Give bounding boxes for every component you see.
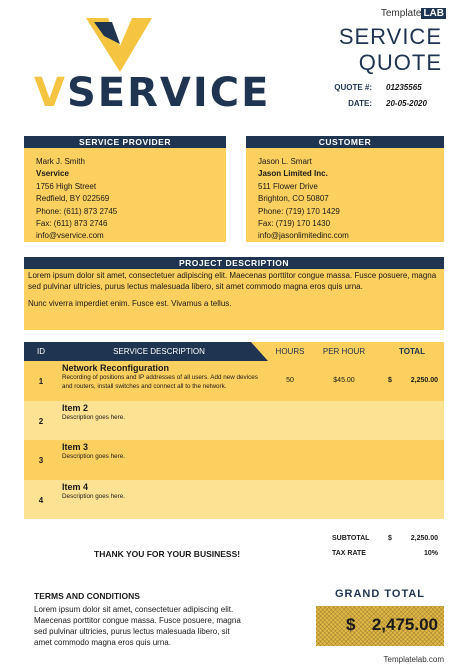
logo-rest: SERVICE bbox=[66, 70, 271, 116]
provider-email[interactable]: info@vservice.com bbox=[36, 231, 104, 241]
customer-phone: Phone: (719) 170 1429 bbox=[258, 206, 340, 216]
table-header bbox=[24, 342, 444, 361]
row-hours: 50 bbox=[286, 377, 294, 384]
grand-total-box bbox=[316, 606, 444, 646]
title-line-1: SERVICE bbox=[338, 24, 442, 49]
tax-rate-label: TAX RATE bbox=[332, 550, 366, 557]
customer-address-2: Brighton, CO 50807 bbox=[258, 194, 329, 204]
grand-total-value: 2,475.00 bbox=[371, 615, 438, 634]
row-title: Item 3 bbox=[62, 442, 89, 452]
table-row bbox=[24, 361, 444, 401]
row-title: Item 2 bbox=[62, 402, 89, 413]
row-description bbox=[62, 403, 264, 423]
row-description bbox=[62, 482, 264, 502]
row-detail: Description goes here. bbox=[62, 492, 126, 500]
header-hours: HOURS bbox=[275, 347, 305, 356]
table-row bbox=[24, 480, 444, 520]
subtotal-label: SUBTOTAL bbox=[332, 535, 370, 542]
row-title: Item 4 bbox=[62, 481, 89, 492]
service-provider-heading: SERVICE PROVIDER bbox=[24, 136, 226, 148]
quote-number-label: QUOTE #: bbox=[334, 83, 372, 92]
row-description bbox=[62, 442, 264, 462]
provider-phone: Phone: (611) 873 2745 bbox=[36, 206, 118, 216]
header-service-description: SERVICE DESCRIPTION bbox=[113, 347, 205, 356]
provider-name: Mark J. Smith bbox=[36, 157, 85, 166]
date-label: DATE: bbox=[348, 99, 372, 108]
customer-name: Jason L. Smart bbox=[258, 157, 312, 166]
provider-address-2: Redfield, BY 022569 bbox=[36, 194, 110, 204]
customer-card bbox=[246, 136, 444, 242]
brand-suffix: LAB bbox=[423, 8, 444, 19]
row-id: 1 bbox=[38, 377, 44, 386]
subtotal-value: 2,250.00 bbox=[410, 535, 438, 542]
row-title: Network Reconfiguration bbox=[62, 363, 170, 373]
row-currency: $ bbox=[388, 377, 392, 384]
subtotal-currency: $ bbox=[388, 535, 392, 542]
project-paragraph-1: Lorem ipsum dolor sit amet, consectetuer adipiscing elit. Maecenas porttitor congue massa. Fusce posuere, magna sed pulvinar ultricies, purus lectus malesuada libero, sit amet commodo magna eros quis urna. bbox=[28, 271, 437, 291]
logo-first-letter: V bbox=[34, 70, 67, 116]
terms-body: Lorem ipsum dolor sit amet, consectetuer adipiscing elit. Maecenas porttitor congue massa. Fusce posuere, magna sed pulvinar ultricies, purus lectus malesuada libero, sit amet commodo magna eros quis urna. bbox=[34, 605, 241, 647]
provider-address-1: 1756 High Street bbox=[36, 181, 97, 191]
row-description bbox=[62, 363, 264, 391]
header-id: ID bbox=[37, 347, 45, 356]
customer-heading: CUSTOMER bbox=[246, 136, 444, 148]
document-title bbox=[339, 24, 442, 76]
project-description-section bbox=[24, 257, 444, 330]
terms-heading: TERMS AND CONDITIONS bbox=[34, 591, 140, 601]
row-detail: Description goes here. bbox=[62, 453, 126, 460]
header-per-hour: PER HOUR bbox=[322, 347, 366, 356]
quote-number-row bbox=[322, 83, 442, 92]
row-id: 2 bbox=[38, 416, 44, 426]
table-row bbox=[24, 440, 444, 480]
date-value: 20-05-2020 bbox=[386, 99, 427, 108]
customer-email[interactable]: info@jasonlimitedinc.com bbox=[258, 231, 349, 241]
templatelab-brand-tag bbox=[381, 8, 446, 19]
table-row bbox=[24, 401, 444, 441]
grand-total-currency: $ bbox=[346, 615, 356, 634]
row-detail: Description goes here. bbox=[62, 413, 126, 421]
footer-link[interactable]: Templatelab.com bbox=[383, 655, 444, 664]
grand-total-label: GRAND TOTAL bbox=[334, 588, 426, 600]
services-table bbox=[24, 342, 444, 519]
customer-address-1: 511 Flower Drive bbox=[258, 181, 318, 191]
tax-rate-value: 10% bbox=[423, 550, 438, 557]
customer-company: Jason Limited Inc. bbox=[258, 169, 328, 179]
company-logo-text bbox=[34, 70, 270, 116]
provider-fax: Fax: (611) 873 2746 bbox=[36, 219, 108, 229]
row-detail: Recording of positions and IP addresses of all users. Add new devices and routers, install switches and connect all to the network. bbox=[62, 374, 258, 390]
subtotal-row bbox=[24, 535, 444, 545]
brand-prefix: Template bbox=[380, 8, 422, 19]
quote-number-value: 01235565 bbox=[386, 83, 422, 92]
header-total: TOTAL bbox=[399, 347, 425, 356]
row-id: 4 bbox=[38, 495, 44, 505]
thank-you-message: THANK YOU FOR YOUR BUSINESS! bbox=[94, 549, 241, 559]
terms-section bbox=[34, 591, 244, 648]
row-total: 2,250.00 bbox=[410, 377, 438, 384]
project-paragraph-2: Nunc viverra imperdiet enim. Fusce est. Vivamus a tellus. bbox=[28, 299, 232, 308]
row-id: 3 bbox=[38, 456, 44, 465]
provider-company: Vservice bbox=[36, 169, 69, 179]
project-description-heading: PROJECT DESCRIPTION bbox=[24, 257, 444, 269]
service-provider-card bbox=[24, 136, 226, 242]
date-row bbox=[322, 99, 442, 108]
customer-fax: Fax: (719) 170 1430 bbox=[258, 219, 331, 229]
quote-meta bbox=[322, 83, 442, 115]
row-rate: $45.00 bbox=[333, 377, 355, 384]
title-line-2: QUOTE bbox=[358, 50, 442, 75]
